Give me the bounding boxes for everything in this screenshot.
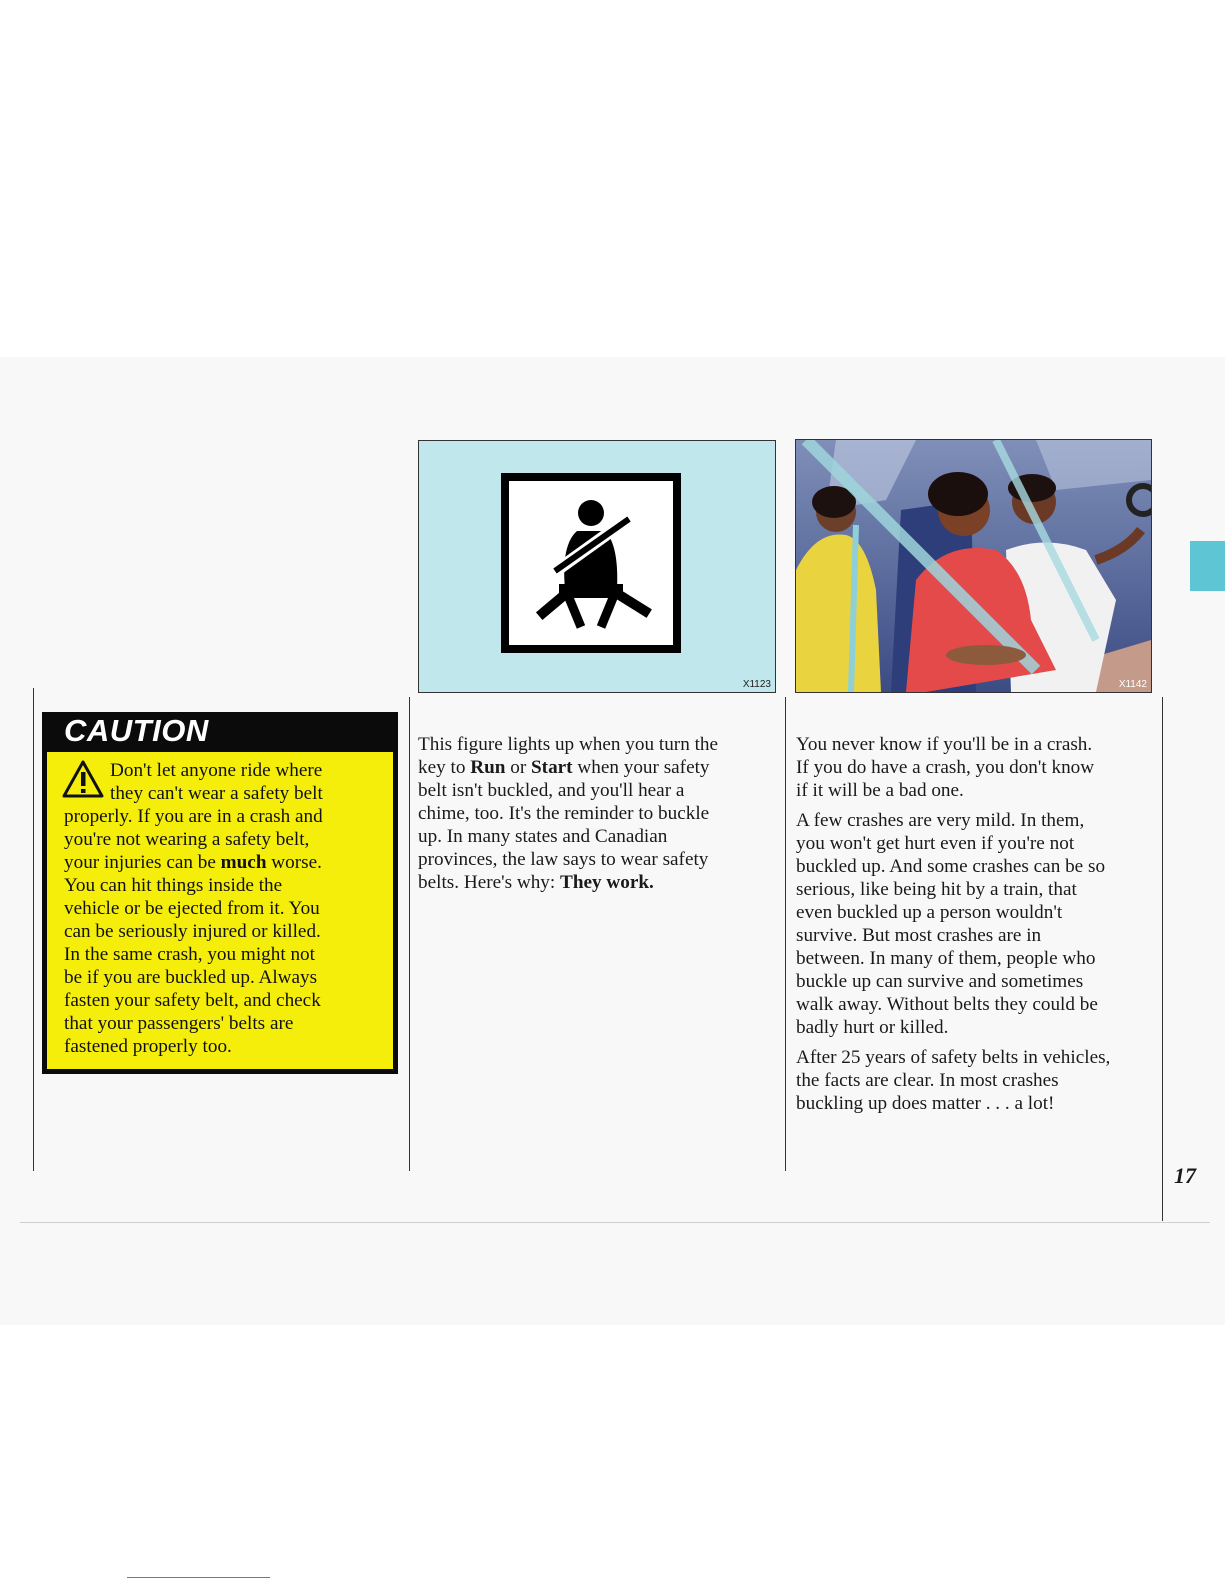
column-rule-left (33, 688, 34, 1171)
middle-column-text (418, 733, 770, 901)
right-column-text (796, 733, 1152, 1122)
column-rule-edge (1162, 697, 1163, 1221)
page-number: 17 (1174, 1163, 1196, 1188)
warning-triangle-icon (62, 760, 104, 798)
bold-text: They work. (560, 872, 654, 893)
passengers-illustration (795, 439, 1152, 693)
seatbelt-reminder-figure (418, 440, 776, 693)
bold-text: Run (470, 757, 506, 778)
caution-body (47, 752, 393, 1069)
paragraph: After 25 years of safety belts in vehicles, the facts are clear. In most crashes buckling up does matter . . . a lot! (796, 1047, 1111, 1114)
page-bottom-rule (20, 1222, 1210, 1223)
caution-text: Don't let anyone ride where they can't wear a safety belt properly. If you are in a crash and you're not wearing a safety belt, your injuries can be much worse. You can hit things inside the vehicle or be ejected from it. You can be seriously injured or killed. In the same crash, you might not be if you are buckled up. Always fasten your safety belt, and check that your passengers' belts are fastened properly too. (64, 760, 323, 1057)
passengers-image (796, 440, 1151, 692)
column-rule-middle (409, 697, 410, 1171)
bold-text: Start (531, 757, 573, 778)
paragraph: You never know if you'll be in a crash. If you do have a crash, you don't know if it will be a bad one. (796, 734, 1095, 801)
bottom-underline (127, 1577, 270, 1578)
caution-title: CAUTION (64, 713, 209, 748)
section-tab-marker (1190, 541, 1225, 591)
paragraph: A few crashes are very mild. In them, you won't get hurt even if you're not buckled up. And some crashes can be so serious, like being hit by a train, that even buckled up a person wouldn't survive. But most crashes are in between. In many of them, people who buckle up can survive and sometimes walk away. Without belts they could be badly hurt or killed. (796, 810, 1106, 1038)
seatbelt-icon (419, 441, 775, 692)
column-rule-right (785, 697, 786, 1171)
bold-text: much (220, 852, 267, 873)
paragraph: This figure lights up when you turn the key to Run or Start when your safety belt isn't buckled, and you'll hear a chime, too. It's the reminder to buckle up. In many states and Canadian provinces, the law says to wear safety belts. Here's why: They work. (418, 734, 719, 893)
figure-code: X1123 (742, 679, 771, 690)
caution-box (42, 712, 398, 1074)
figure-code: X1142 (1118, 679, 1147, 690)
